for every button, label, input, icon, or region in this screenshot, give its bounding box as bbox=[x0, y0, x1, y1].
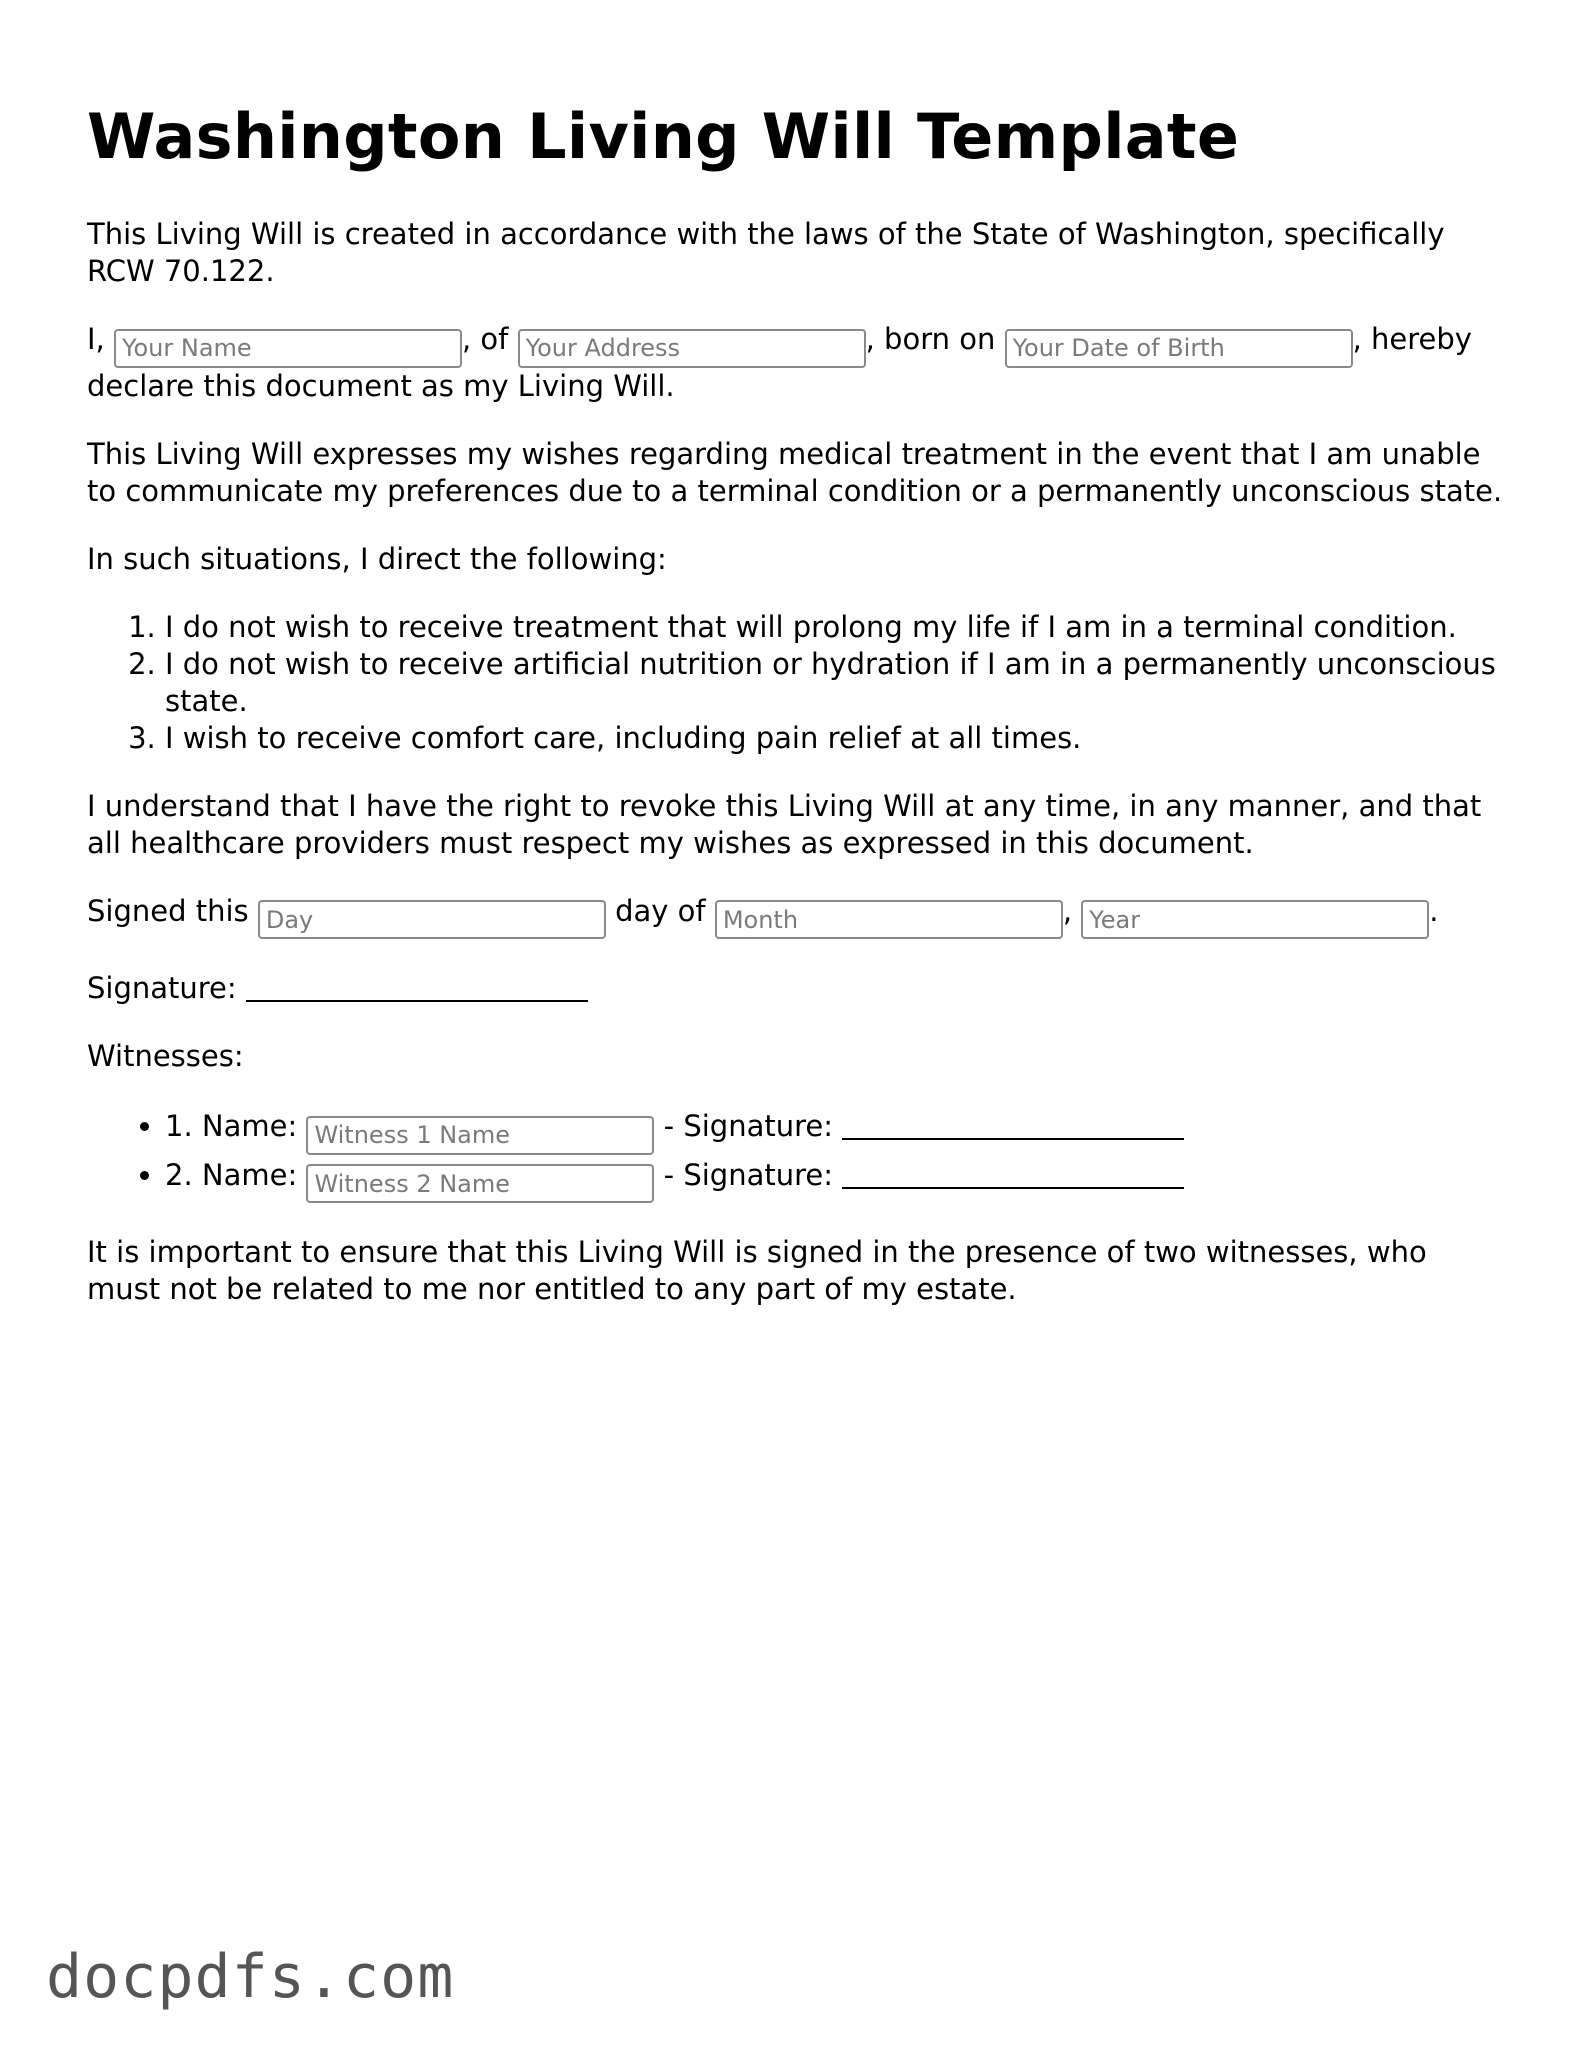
witness-item bbox=[165, 1106, 1507, 1155]
declaration-prefix: I, bbox=[87, 322, 105, 357]
your-name-input[interactable] bbox=[114, 329, 462, 368]
witness-2-signature-blank[interactable] bbox=[842, 1157, 1184, 1189]
closing-paragraph: It is important to ensure that this Living Will is signed in the presence of two witnesses, who must not be related to me nor entitled to any part of my estate. bbox=[87, 1235, 1427, 1307]
document-title: Washington Living Will Template bbox=[87, 100, 1240, 173]
document-page bbox=[87, 100, 1507, 1339]
signature-blank[interactable] bbox=[246, 970, 588, 1002]
witness-1-signature-blank[interactable] bbox=[842, 1108, 1184, 1140]
comma-text: , bbox=[1062, 893, 1073, 928]
direct-intro: In such situations, I direct the following: bbox=[87, 541, 667, 576]
watermark: docpdfs.com bbox=[46, 1942, 455, 2012]
your-address-input[interactable] bbox=[518, 329, 866, 368]
signed-date-line bbox=[87, 893, 1507, 940]
signed-prefix: Signed this bbox=[87, 893, 249, 928]
declaration-born-on: , born on bbox=[865, 322, 996, 357]
revoke-paragraph: I understand that I have the right to revoke this Living Will at any time, in any manner, and that all healthcare providers must respect my wishes as expressed in this document. bbox=[87, 788, 1482, 860]
wishes-paragraph: This Living Will expresses my wishes regarding medical treatment in the event that I am unable to communicate my preferences due to a terminal condition or a permanently unconscious state. bbox=[87, 436, 1503, 508]
declaration-of: , of bbox=[462, 322, 509, 357]
declaration-paragraph bbox=[87, 321, 1507, 405]
witness-name-label: 2. Name: bbox=[165, 1157, 298, 1192]
day-of-text: day of bbox=[615, 893, 706, 928]
period-text: . bbox=[1429, 893, 1439, 928]
declaration-suffix: , hereby declare this document as my Living Will. bbox=[87, 322, 1472, 403]
witnesses-list bbox=[87, 1106, 1507, 1203]
list-item: 1. I do not wish to receive treatment that will prolong my life if I am in a terminal condition. bbox=[165, 609, 1507, 646]
witness-1-name-input[interactable] bbox=[306, 1116, 654, 1155]
witness-name-label: 1. Name: bbox=[165, 1109, 298, 1144]
year-input[interactable] bbox=[1081, 900, 1429, 939]
witness-signature-label: - Signature: bbox=[663, 1109, 834, 1144]
witness-2-name-input[interactable] bbox=[306, 1164, 654, 1203]
month-input[interactable] bbox=[715, 900, 1063, 939]
day-input[interactable] bbox=[258, 900, 606, 939]
signature-label: Signature: bbox=[87, 971, 237, 1006]
list-item: 3. I wish to receive comfort care, including pain relief at all times. bbox=[165, 720, 1507, 757]
signature-line bbox=[87, 970, 1507, 1007]
list-item: 2. I do not wish to receive artificial nutrition or hydration if I am in a permanently unconscious state. bbox=[165, 646, 1507, 720]
witness-signature-label: - Signature: bbox=[663, 1157, 834, 1192]
directives-list bbox=[87, 609, 1507, 757]
intro-paragraph: This Living Will is created in accordance with the laws of the State of Washington, specifically RCW 70.122. bbox=[87, 217, 1445, 289]
witnesses-label: Witnesses: bbox=[87, 1039, 244, 1074]
witness-item bbox=[165, 1155, 1507, 1204]
date-of-birth-input[interactable] bbox=[1005, 329, 1353, 368]
